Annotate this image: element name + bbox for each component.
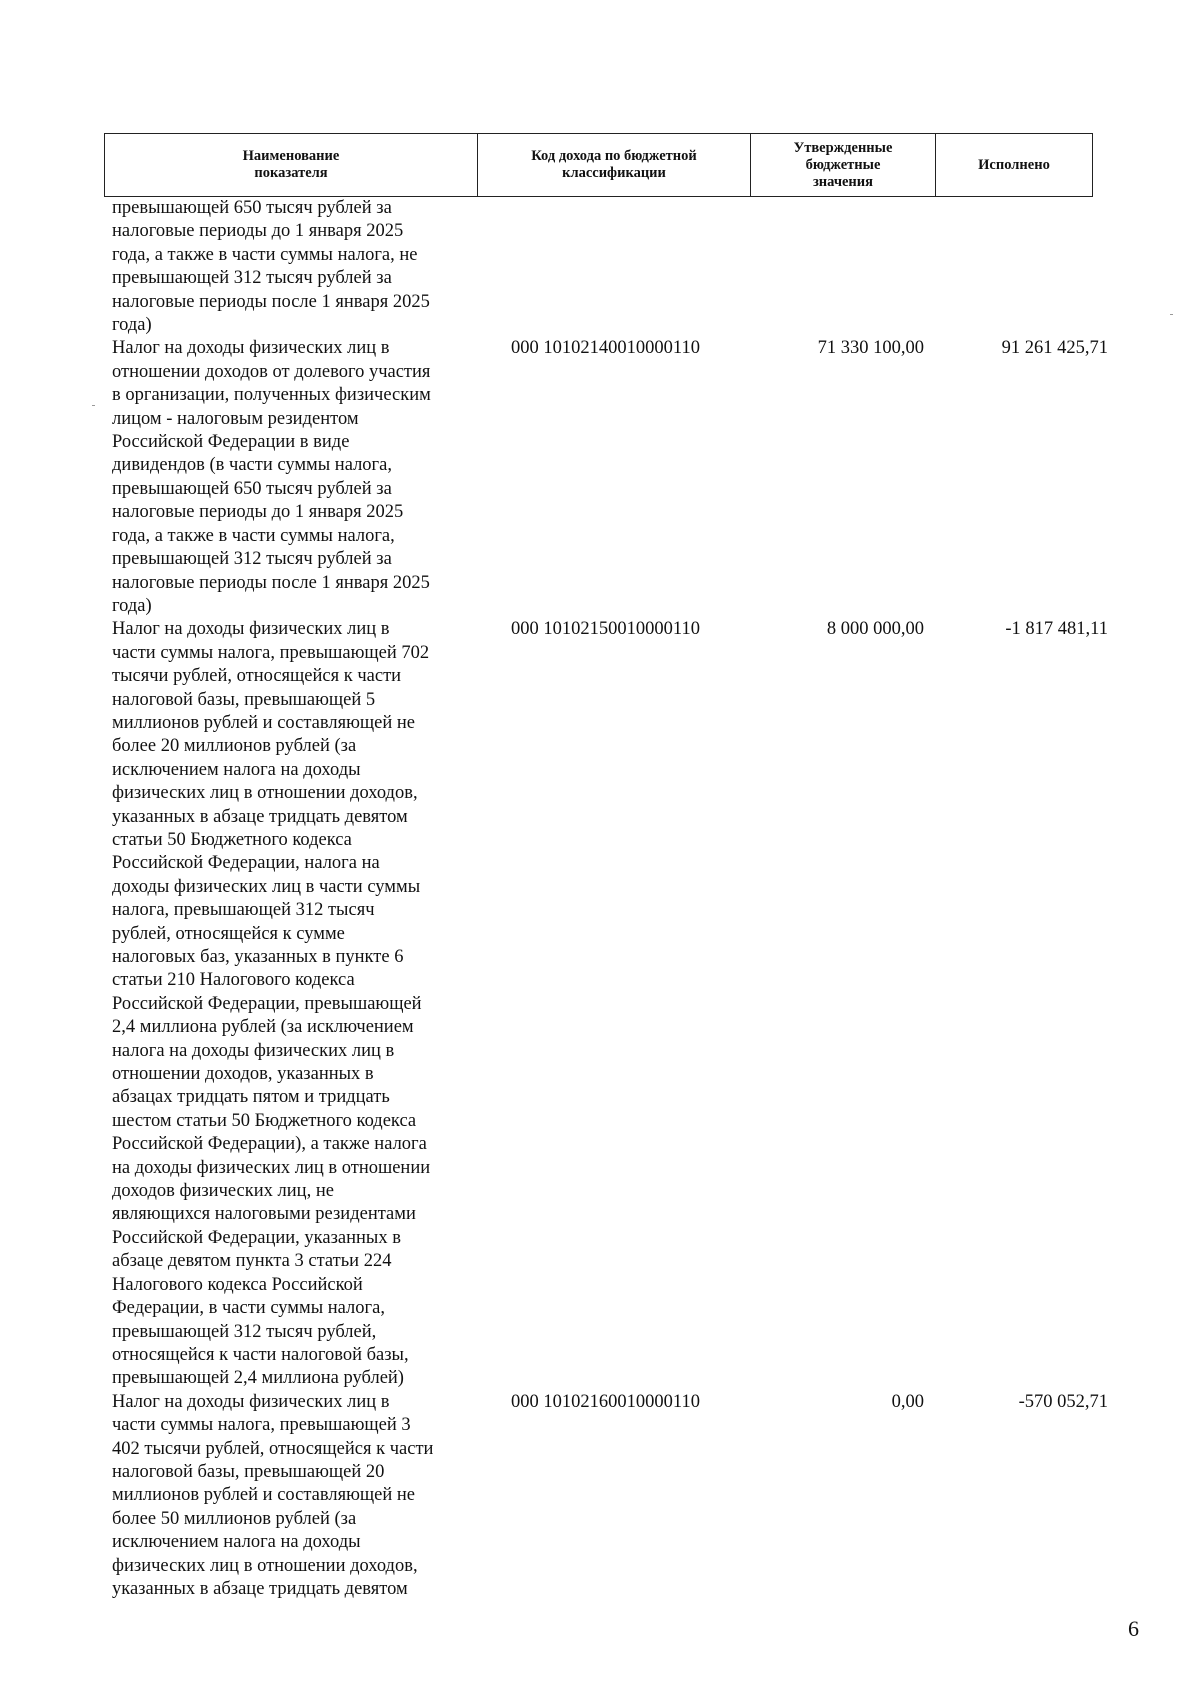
header-code-column: Код дохода по бюджетной классификации bbox=[478, 134, 751, 196]
indicator-name: Налог на доходы физических лиц в части суммы налога, превышающей 3 402 тысячи рублей, относящейся к части налоговой базы, превышающей 20 миллионов рублей и составляющей не более 50 миллионов рублей (за исключением налога на доходы физических лиц в отношении доходов, указанных в абзаце тридцать девятом bbox=[112, 1391, 434, 1599]
header-executed-column: Исполнено bbox=[978, 156, 1050, 173]
approved-value: 0,00 bbox=[891, 1391, 924, 1412]
approved-value: 71 330 100,00 bbox=[817, 338, 924, 359]
table-header bbox=[104, 133, 1093, 197]
income-code: 000 10102150010000110 bbox=[511, 619, 700, 640]
income-code: 000 10102140010000110 bbox=[511, 338, 700, 359]
header-name-column: Наименование показателя bbox=[105, 134, 478, 196]
approved-value: 8 000 000,00 bbox=[826, 619, 924, 640]
income-code: 000 10102160010000110 bbox=[511, 1391, 700, 1412]
table-row bbox=[0, 1391, 1200, 1602]
executed-value: -570 052,71 bbox=[1018, 1391, 1108, 1412]
table-row bbox=[0, 337, 1200, 618]
indicator-name: Налог на доходы физических лиц в части суммы налога, превышающей 702 тысячи рублей, относящейся к части налоговой базы, превышающей 5 миллионов рублей и составляющей не более 20 миллионов рублей (за исключением налога на доходы физических лиц в отношении доходов, указанных в абзаце тридцать девятом статьи 50 Бюджетного кодекса Российской Федерации, налога на доходы физических лиц в части суммы налога, превышающей 312 тысяч рублей, относящейся к сумме налоговых баз, указанных в пункте 6 статьи 210 Налогового кодекса Российской Федерации, превышающей 2,4 миллиона рублей (за исключением налога на доходы физических лиц в отношении доходов, указанных в абзацах тридцать пятом и тридцать шестом статьи 50 Бюджетного кодекса Российской Федерации), а также налога на доходы физических лиц в отношении доходов физических лиц, не являющихся налоговыми резидентами Российской Федерации, указанных в абзаце девятом пункта 3 статьи 224 Налогового кодекса Российской Федерации, в части суммы налога, превышающей 312 тысяч рублей, относящейся к части налоговой базы, превышающей 2,4 миллиона рублей) bbox=[112, 619, 431, 1389]
table-row bbox=[0, 618, 1200, 1390]
page-number: 6 bbox=[1128, 1616, 1139, 1641]
header-approved-column: Утвержденные бюджетные значения bbox=[751, 134, 936, 196]
table-body bbox=[0, 197, 1200, 1601]
executed-value: -1 817 481,11 bbox=[1005, 619, 1108, 640]
indicator-name: превышающей 650 тысяч рублей за налоговые периоды до 1 января 2025 года, а также в части суммы налога, не превышающей 312 тысяч рублей за налоговые периоды после 1 января 2025 года) bbox=[112, 198, 430, 336]
table-row bbox=[0, 197, 1200, 337]
indicator-name: Налог на доходы физических лиц в отношении доходов от долевого участия в организации, полученных физическим лицом - налоговым резидентом Российской Федерации в виде дивидендов (в части суммы налога, превышающей 650 тысяч рублей за налоговые периоды до 1 января 2025 года, а также в части суммы налога, превышающей 312 тысяч рублей за налоговые периоды после 1 января 2025 года) bbox=[112, 338, 431, 616]
executed-value: 91 261 425,71 bbox=[1001, 338, 1108, 359]
